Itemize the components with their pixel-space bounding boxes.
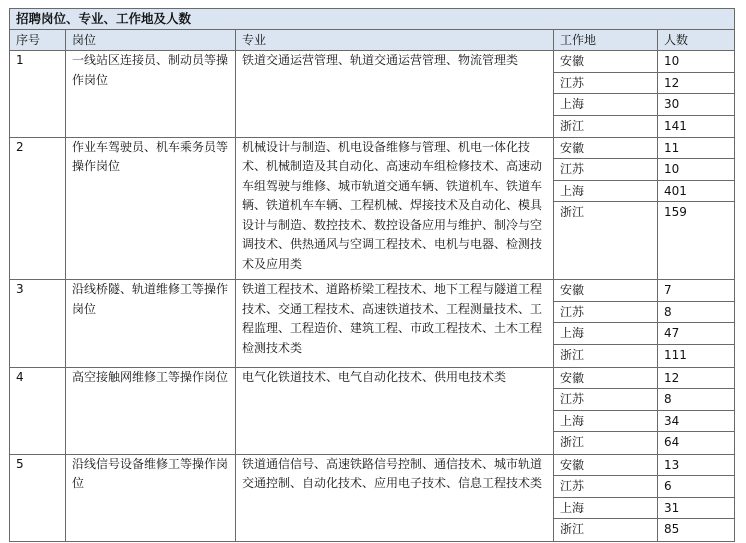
row-location: 江苏 xyxy=(554,389,658,411)
row-count: 11 xyxy=(658,137,735,159)
row-count: 6 xyxy=(658,476,735,498)
table-row xyxy=(10,367,735,389)
table-row xyxy=(10,51,735,73)
row-location: 浙江 xyxy=(554,344,658,367)
row-seq: 2 xyxy=(10,137,66,280)
row-position: 作业车驾驶员、机车乘务员等操作岗位 xyxy=(66,137,236,280)
row-major: 铁道通信信号、高速铁路信号控制、通信技术、城市轨道交通控制、自动化技术、应用电子技术、信息工程技术类 xyxy=(236,454,554,541)
row-location: 上海 xyxy=(554,180,658,202)
row-position: 沿线桥隧、轨道维修工等操作岗位 xyxy=(66,280,236,368)
row-count: 34 xyxy=(658,410,735,432)
row-count: 47 xyxy=(658,323,735,345)
row-count: 31 xyxy=(658,497,735,519)
recruitment-table-container xyxy=(9,8,734,542)
row-seq: 3 xyxy=(10,280,66,368)
row-count: 10 xyxy=(658,159,735,181)
row-count: 141 xyxy=(658,115,735,137)
row-seq: 1 xyxy=(10,51,66,138)
row-major: 铁道工程技术、道路桥梁工程技术、地下工程与隧道工程技术、交通工程技术、高速铁道技术、工程测量技术、工程监理、工程造价、建筑工程、市政工程技术、土木工程检测技术类 xyxy=(236,280,554,368)
row-count: 85 xyxy=(658,519,735,542)
row-count: 8 xyxy=(658,301,735,323)
row-location: 安徽 xyxy=(554,137,658,159)
row-location: 上海 xyxy=(554,323,658,345)
row-count: 111 xyxy=(658,344,735,367)
row-location: 江苏 xyxy=(554,301,658,323)
title-row xyxy=(10,9,735,30)
header-major: 专业 xyxy=(236,30,554,51)
row-count: 7 xyxy=(658,280,735,302)
row-position: 一线站区连接员、制动员等操作岗位 xyxy=(66,51,236,138)
row-location: 上海 xyxy=(554,497,658,519)
row-location: 江苏 xyxy=(554,476,658,498)
row-count: 30 xyxy=(658,94,735,116)
row-seq: 5 xyxy=(10,454,66,541)
header-row xyxy=(10,30,735,51)
table-row xyxy=(10,280,735,302)
row-location: 浙江 xyxy=(554,202,658,280)
row-major: 电气化铁道技术、电气自动化技术、供用电技术类 xyxy=(236,367,554,454)
header-count: 人数 xyxy=(658,30,735,51)
row-location: 安徽 xyxy=(554,280,658,302)
row-location: 浙江 xyxy=(554,519,658,542)
header-location: 工作地 xyxy=(554,30,658,51)
row-location: 江苏 xyxy=(554,159,658,181)
table-row xyxy=(10,137,735,159)
row-location: 上海 xyxy=(554,94,658,116)
row-seq: 4 xyxy=(10,367,66,454)
row-location: 安徽 xyxy=(554,367,658,389)
table-title: 招聘岗位、专业、工作地及人数 xyxy=(10,9,735,30)
header-seq: 序号 xyxy=(10,30,66,51)
row-count: 401 xyxy=(658,180,735,202)
row-count: 159 xyxy=(658,202,735,280)
row-location: 安徽 xyxy=(554,51,658,73)
row-count: 12 xyxy=(658,367,735,389)
recruitment-table xyxy=(9,8,735,542)
row-location: 浙江 xyxy=(554,115,658,137)
row-count: 8 xyxy=(658,389,735,411)
table-row xyxy=(10,454,735,476)
row-count: 64 xyxy=(658,432,735,455)
row-location: 江苏 xyxy=(554,72,658,94)
row-location: 浙江 xyxy=(554,432,658,455)
row-count: 12 xyxy=(658,72,735,94)
header-position: 岗位 xyxy=(66,30,236,51)
row-location: 上海 xyxy=(554,410,658,432)
row-position: 高空接触网维修工等操作岗位 xyxy=(66,367,236,454)
row-count: 10 xyxy=(658,51,735,73)
row-position: 沿线信号设备维修工等操作岗位 xyxy=(66,454,236,541)
row-major: 铁道交通运营管理、轨道交通运营管理、物流管理类 xyxy=(236,51,554,138)
row-major: 机械设计与制造、机电设备维修与管理、机电一体化技术、机械制造及其自动化、高速动车组检修技术、高速动车组驾驶与维修、城市轨道交通车辆、铁道机车、铁道车辆、铁道机车车辆、工程机械、焊接技术及自动化、模具设计与制造、数控技术、数控设备应用与维护、制冷与空调技术、供热通风与空调工程技术、电机与电器、检测技术及应用类 xyxy=(236,137,554,280)
row-count: 13 xyxy=(658,454,735,476)
row-location: 安徽 xyxy=(554,454,658,476)
